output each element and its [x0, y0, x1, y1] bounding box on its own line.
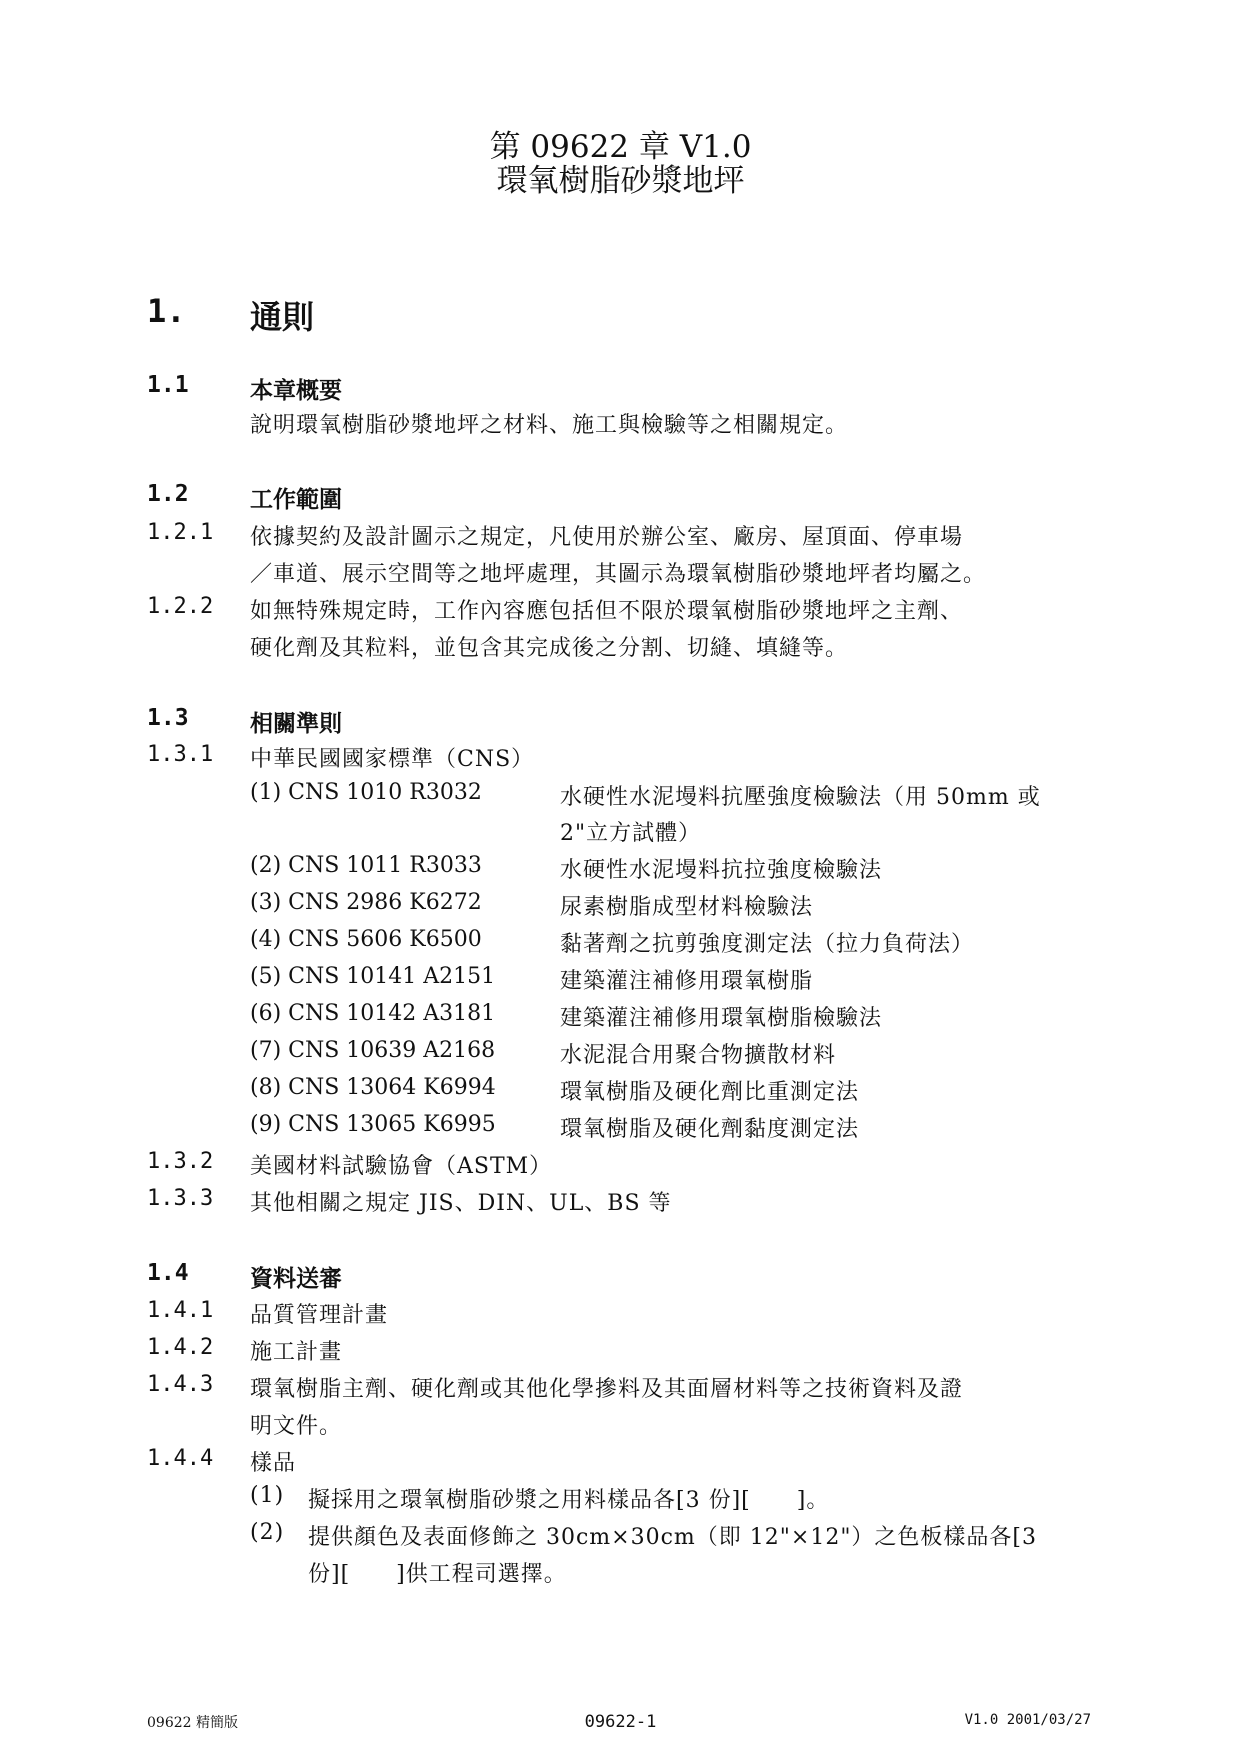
item-text-1-4-2: 施工計畫: [250, 1340, 343, 1365]
item-text-1-2-2-line2: 硬化劑及其粒料，並包含其完成後之分割、切縫、填縫等。: [250, 636, 849, 661]
reference-description: 尿素樹脂成型材料檢驗法: [560, 895, 814, 920]
sample-label-2: (2): [250, 1520, 285, 1545]
item-text-1-2-1-line2: ／車道、展示空間等之地坪處理，其圖示為環氧樹脂砂漿地坪者均屬之。: [250, 562, 987, 587]
reference-code: (3) CNS 2986 K6272: [250, 890, 482, 915]
chapter-number: 1.: [147, 292, 186, 330]
reference-code: (1) CNS 1010 R3032: [250, 780, 482, 805]
reference-description: 環氧樹脂及硬化劑黏度測定法: [560, 1117, 860, 1142]
reference-description-cont: 2"立方試體）: [560, 821, 702, 846]
document-title-line2: 環氧樹脂砂漿地坪: [496, 163, 745, 199]
section-title-1-4: 資料送審: [250, 1265, 342, 1292]
item-text-1-4-1: 品質管理計畫: [250, 1303, 389, 1328]
item-text-1-4-4: 樣品: [250, 1451, 297, 1476]
reference-code: (9) CNS 13065 K6995: [250, 1112, 496, 1137]
section-title-1-2: 工作範圍: [250, 486, 342, 513]
reference-code: (6) CNS 10142 A3181: [250, 1001, 496, 1026]
reference-code: (2) CNS 1011 R3033: [250, 853, 482, 878]
reference-description: 建築灌注補修用環氧樹脂檢驗法: [560, 1006, 883, 1031]
document-title-line1: 第 09622 章 V1.0: [489, 129, 752, 165]
reference-description: 環氧樹脂及硬化劑比重測定法: [560, 1080, 860, 1105]
item-number-1-4-3: 1.4.3: [147, 1372, 214, 1397]
item-text-1-2-2-line1: 如無特殊規定時，工作內容應包括但不限於環氧樹脂砂漿地坪之主劑、: [250, 599, 964, 624]
section-text-1-1: 說明環氧樹脂砂漿地坪之材料、施工與檢驗等之相關規定。: [250, 413, 849, 438]
reference-description: 建築灌注補修用環氧樹脂: [560, 969, 814, 994]
item-number-1-2-2: 1.2.2: [147, 594, 214, 619]
item-number-1-3-2: 1.3.2: [147, 1149, 214, 1174]
item-number-1-3-1: 1.3.1: [147, 742, 214, 767]
footer-page-number: 09622-1: [584, 1712, 657, 1732]
item-number-1-4-1: 1.4.1: [147, 1298, 214, 1323]
sample-text-2-line2: 份][ ]供工程司選擇。: [308, 1562, 567, 1587]
item-text-1-4-3-line2: 明文件。: [250, 1414, 343, 1439]
item-text-1-4-3-line1: 環氧樹脂主劑、硬化劑或其他化學摻料及其面層材料等之技術資料及證: [250, 1377, 964, 1402]
reference-code: (4) CNS 5606 K6500: [250, 927, 482, 952]
reference-code: (8) CNS 13064 K6994: [250, 1075, 496, 1100]
reference-code: (7) CNS 10639 A2168: [250, 1038, 496, 1063]
section-number-1-1: 1.1: [147, 372, 189, 398]
item-number-1-2-1: 1.2.1: [147, 520, 214, 545]
reference-description: 水硬性水泥墁料抗壓強度檢驗法（用 50mm 或: [560, 785, 1041, 810]
item-number-1-4-2: 1.4.2: [147, 1335, 214, 1360]
sample-label-1: (1): [250, 1483, 285, 1508]
item-text-1-2-1-line1: 依據契約及設計圖示之規定，凡使用於辦公室、廠房、屋頂面、停車場: [250, 525, 964, 550]
section-number-1-3: 1.3: [147, 705, 189, 731]
sample-text-2-line1: 提供顏色及表面修飾之 30cm×30cm（即 12"×12"）之色板樣品各[3: [308, 1525, 1038, 1550]
item-text-1-3-3: 其他相關之規定 JIS、DIN、UL、BS 等: [250, 1191, 672, 1216]
reference-description: 水硬性水泥墁料抗拉強度檢驗法: [560, 858, 883, 883]
section-number-1-4: 1.4: [147, 1260, 189, 1286]
chapter-title: 通則: [250, 298, 315, 336]
section-title-1-1: 本章概要: [250, 377, 342, 404]
item-text-1-3-2: 美國材料試驗協會（ASTM）: [250, 1154, 553, 1179]
footer-left: 09622 精簡版: [147, 1715, 238, 1731]
item-number-1-4-4: 1.4.4: [147, 1446, 214, 1471]
item-number-1-3-3: 1.3.3: [147, 1186, 214, 1211]
footer-version-date: V1.0 2001/03/27: [964, 1712, 1091, 1728]
section-title-1-3: 相關準則: [250, 710, 342, 737]
section-number-1-2: 1.2: [147, 481, 189, 507]
sample-text-1: 擬採用之環氧樹脂砂漿之用料樣品各[3 份][ ]。: [308, 1488, 830, 1513]
reference-code: (5) CNS 10141 A2151: [250, 964, 496, 989]
reference-description: 黏著劑之抗剪強度測定法（拉力負荷法）: [560, 932, 975, 957]
reference-description: 水泥混合用聚合物擴散材料: [560, 1043, 837, 1068]
item-text-1-3-1: 中華民國國家標準（CNS）: [250, 747, 535, 772]
